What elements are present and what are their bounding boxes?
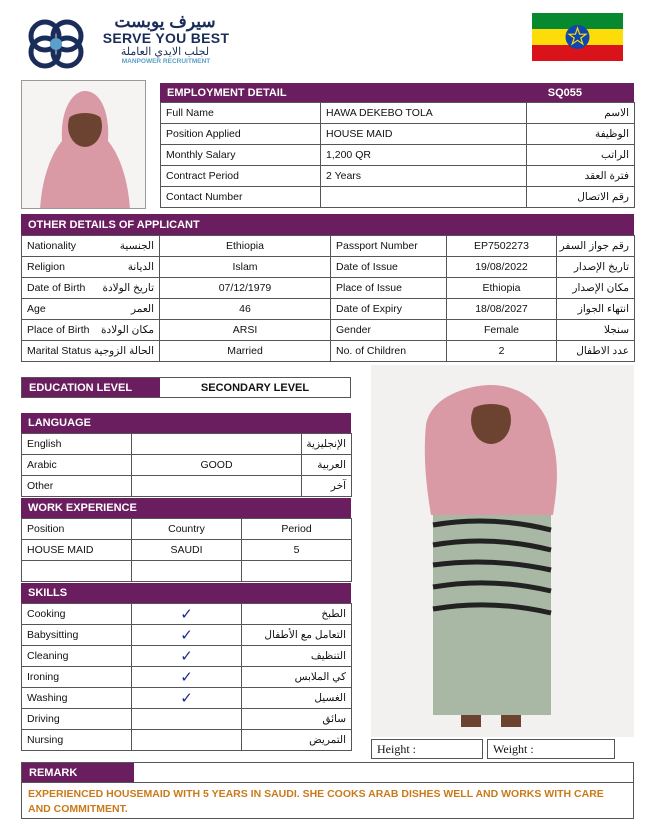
- other-details-label-arabic: الحالة الزوجية: [93, 345, 154, 357]
- skill-check-cell: [132, 646, 242, 667]
- employment-row: [161, 166, 635, 187]
- other-details-label: Date of Birth: [27, 282, 86, 294]
- employment-label-arabic: الوظيفة: [527, 124, 635, 145]
- employment-label: Contact Number: [161, 187, 321, 208]
- other-details-label-arabic: مكان الإصدار: [557, 278, 635, 299]
- other-details-label-pair: [22, 257, 160, 278]
- language-level: [132, 434, 302, 455]
- employment-value: [321, 187, 527, 208]
- skill-row: [22, 667, 352, 688]
- employment-value: HAWA DEKEBO TOLA: [321, 103, 527, 124]
- weight-label: Weight :: [493, 741, 534, 756]
- work-experience-row: [22, 540, 352, 561]
- other-details-row: [22, 341, 635, 362]
- other-details-value: Female: [447, 320, 557, 341]
- employment-row: [161, 103, 635, 124]
- other-details-label-arabic: عدد الاطفال: [557, 341, 635, 362]
- employment-detail-header: [160, 83, 634, 102]
- brand-english-name: SERVE YOU BEST: [102, 30, 230, 46]
- work-experience-column-header: Country: [132, 519, 242, 540]
- brand-arabic-sub: لجلب الايدي العاملة: [120, 46, 210, 58]
- work-experience-column-header: Period: [242, 519, 352, 540]
- education-header: EDUCATION LEVEL: [22, 378, 160, 397]
- other-details-table: [21, 235, 635, 362]
- other-details-value: Ethiopia: [160, 236, 331, 257]
- skill-label-arabic: التمريض: [242, 730, 352, 751]
- other-details-value: EP7502273: [447, 236, 557, 257]
- other-details-label-arabic: العمر: [130, 303, 154, 315]
- language-label-arabic: الإنجليزية: [302, 434, 352, 455]
- employment-detail-section: [160, 83, 634, 208]
- skill-label-arabic: كي الملابس: [242, 667, 352, 688]
- remark-section: [21, 762, 634, 819]
- employment-row: [161, 187, 635, 208]
- measurements-row: [371, 739, 615, 759]
- other-details-label-arabic: تاريخ الإصدار: [557, 257, 635, 278]
- checkmark-icon: ✓: [180, 668, 193, 686]
- other-details-label-arabic: الجنسية: [119, 240, 154, 252]
- work-position: [22, 561, 132, 582]
- skill-label-arabic: الطبخ: [242, 604, 352, 625]
- other-details-label-arabic: سنجلا: [557, 320, 635, 341]
- applicant-portrait-photo: [21, 80, 146, 209]
- skill-row: [22, 709, 352, 730]
- language-level: [132, 476, 302, 497]
- remark-header: REMARK: [22, 763, 134, 782]
- skill-label-arabic: التعامل مع الأطفال: [242, 625, 352, 646]
- language-label-arabic: العربية: [302, 455, 352, 476]
- skill-row: [22, 604, 352, 625]
- work-country: SAUDI: [132, 540, 242, 561]
- height-box: [371, 739, 483, 759]
- skill-label-arabic: الغسيل: [242, 688, 352, 709]
- other-details-value: Married: [160, 341, 331, 362]
- work-country: [132, 561, 242, 582]
- language-header: LANGUAGE: [21, 413, 351, 433]
- other-details-section: [21, 214, 634, 362]
- skill-row: [22, 688, 352, 709]
- other-details-label-arabic: انتهاء الجواز: [557, 299, 635, 320]
- remark-text: EXPERIENCED HOUSEMAID WITH 5 YEARS IN SAUDI. SHE COOKS ARAB DISHES WELL AND WORKS WITH CARE AND COMMITMENT.: [21, 783, 634, 819]
- employment-row: [161, 145, 635, 166]
- language-section: [21, 413, 351, 497]
- language-row: [22, 455, 352, 476]
- other-details-label: Nationality: [27, 240, 77, 252]
- language-level: GOOD: [132, 455, 302, 476]
- education-section: [21, 377, 351, 398]
- work-experience-section: [21, 498, 351, 582]
- other-details-label: No. of Children: [331, 341, 447, 362]
- employment-label: Full Name: [161, 103, 321, 124]
- other-details-value: Ethiopia: [447, 278, 557, 299]
- other-details-value: 07/12/1979: [160, 278, 331, 299]
- other-details-label-arabic: مكان الولادة: [101, 324, 154, 336]
- employment-value: HOUSE MAID: [321, 124, 527, 145]
- other-details-value: ARSI: [160, 320, 331, 341]
- brand-arabic-name: سيرف يوبست: [114, 12, 216, 31]
- language-label-arabic: آخر: [302, 476, 352, 497]
- height-label: Height :: [377, 741, 416, 756]
- skill-label: Ironing: [22, 667, 132, 688]
- other-details-row: [22, 278, 635, 299]
- skill-label: Cooking: [22, 604, 132, 625]
- skill-row: [22, 625, 352, 646]
- applicant-full-body-photo: [371, 365, 634, 737]
- skills-section: [21, 583, 351, 751]
- skill-check-cell: [132, 667, 242, 688]
- skill-row: [22, 646, 352, 667]
- other-details-label: Age: [27, 303, 46, 315]
- other-details-label-pair: [22, 299, 160, 320]
- work-position: HOUSE MAID: [22, 540, 132, 561]
- other-details-label-arabic: رقم جواز السفر: [557, 236, 635, 257]
- logo-knot-icon: [25, 16, 87, 70]
- checkmark-icon: ✓: [180, 626, 193, 644]
- skill-row: [22, 730, 352, 751]
- checkmark-icon: ✓: [180, 647, 193, 665]
- other-details-row: [22, 257, 635, 278]
- other-details-label: Gender: [331, 320, 447, 341]
- skill-check-cell: [132, 604, 242, 625]
- skill-check-cell: [132, 688, 242, 709]
- employment-detail-title: EMPLOYMENT DETAIL: [167, 86, 287, 99]
- employment-label: Position Applied: [161, 124, 321, 145]
- other-details-row: [22, 299, 635, 320]
- work-period: 5: [242, 540, 352, 561]
- language-label: Other: [22, 476, 132, 497]
- employment-label-arabic: رقم الاتصال: [527, 187, 635, 208]
- checkmark-icon: ✓: [180, 689, 193, 707]
- skills-table: [21, 603, 352, 751]
- skill-check-cell: [132, 625, 242, 646]
- other-details-value: 18/08/2027: [447, 299, 557, 320]
- work-experience-column-header: Position: [22, 519, 132, 540]
- employment-label-arabic: الاسم: [527, 103, 635, 124]
- other-details-label-pair: [22, 236, 160, 257]
- weight-box: [487, 739, 615, 759]
- employment-table: [160, 102, 635, 208]
- skill-label: Babysitting: [22, 625, 132, 646]
- language-row: [22, 434, 352, 455]
- other-details-label-pair: [22, 320, 160, 341]
- ethiopia-flag: [532, 13, 623, 61]
- work-experience-column-headers: [22, 519, 352, 540]
- other-details-row: [22, 236, 635, 257]
- skill-label: Nursing: [22, 730, 132, 751]
- employment-value: 1,200 QR: [321, 145, 527, 166]
- other-details-label: Date of Issue: [331, 257, 447, 278]
- language-row: [22, 476, 352, 497]
- skill-label: Cleaning: [22, 646, 132, 667]
- other-details-label: Marital Status: [27, 345, 92, 357]
- skill-label: Driving: [22, 709, 132, 730]
- employment-label-arabic: الراتب: [527, 145, 635, 166]
- other-details-label-pair: [22, 341, 160, 362]
- skill-label-arabic: سائق: [242, 709, 352, 730]
- skills-header: SKILLS: [21, 583, 351, 603]
- employment-label-arabic: فترة العقد: [527, 166, 635, 187]
- employment-row: [161, 124, 635, 145]
- education-level-value: SECONDARY LEVEL: [200, 381, 310, 394]
- work-experience-table: [21, 518, 352, 582]
- other-details-label-pair: [22, 278, 160, 299]
- other-details-label-arabic: الديانة: [127, 261, 154, 273]
- other-details-row: [22, 320, 635, 341]
- other-details-label-arabic: تاريخ الولادة: [102, 282, 154, 294]
- other-details-header: OTHER DETAILS OF APPLICANT: [21, 214, 634, 235]
- skill-check-cell: [132, 730, 242, 751]
- other-details-label: Place of Issue: [331, 278, 447, 299]
- employment-label: Contract Period: [161, 166, 321, 187]
- other-details-value: 2: [447, 341, 557, 362]
- brand-tagline: MANPOWER RECRUITMENT: [121, 58, 211, 65]
- other-details-label: Place of Birth: [27, 324, 90, 336]
- brand-logo: [25, 12, 240, 72]
- other-details-label: Date of Expiry: [331, 299, 447, 320]
- work-experience-header: WORK EXPERIENCE: [21, 498, 351, 518]
- skill-label-arabic: التنظيف: [242, 646, 352, 667]
- language-table: [21, 433, 352, 497]
- other-details-value: Islam: [160, 257, 331, 278]
- other-details-value: 19/08/2022: [447, 257, 557, 278]
- language-label: English: [22, 434, 132, 455]
- checkmark-icon: ✓: [180, 605, 193, 623]
- language-label: Arabic: [22, 455, 132, 476]
- other-details-label: Passport Number: [331, 236, 447, 257]
- skill-label: Washing: [22, 688, 132, 709]
- employment-value: 2 Years: [321, 166, 527, 187]
- other-details-value: 46: [160, 299, 331, 320]
- profile-code: SQ055: [547, 86, 582, 99]
- skill-check-cell: [132, 709, 242, 730]
- employment-label: Monthly Salary: [161, 145, 321, 166]
- work-period: [242, 561, 352, 582]
- other-details-label: Religion: [27, 261, 65, 273]
- work-experience-row: [22, 561, 352, 582]
